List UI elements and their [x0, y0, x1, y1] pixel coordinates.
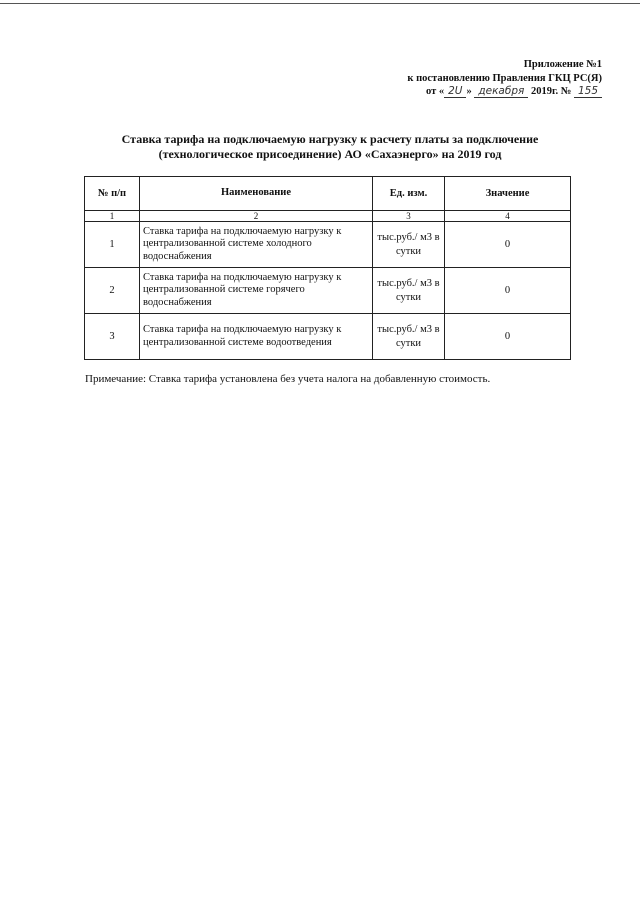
date-year: 2019г. №	[530, 86, 572, 97]
tariff-table	[84, 176, 571, 360]
column-number-row	[85, 211, 571, 222]
column-number: 1	[85, 211, 140, 222]
row-number: 1	[85, 222, 140, 268]
column-number: 4	[445, 211, 571, 222]
row-unit: тыс.руб./ м3 в сутки	[373, 314, 445, 360]
title-line-2: (технологическое присоединение) АО «Сахаэнерго» на 2019 год	[158, 147, 502, 161]
table-row	[85, 222, 571, 268]
header-unit: Ед. изм.	[373, 177, 445, 211]
footnote: Примечание: Ставка тарифа установлена без учета налога на добавленную стоимость.	[85, 373, 491, 385]
row-name: Ставка тарифа на подключаемую нагрузку к централизованной системе холодного водоснабжения	[140, 222, 373, 268]
page-top-border	[0, 3, 640, 4]
document-title	[60, 132, 600, 162]
resolution-label: к постановлению Правления ГКЦ РС(Я)	[407, 72, 602, 84]
date-day: 2U	[444, 85, 466, 98]
row-unit: тыс.руб./ м3 в сутки	[373, 222, 445, 268]
appendix-header	[407, 58, 602, 99]
row-name: Ставка тарифа на подключаемую нагрузку к централизованной системе горячего водоснабжения	[140, 268, 373, 314]
header-name: Наименование	[140, 177, 373, 211]
row-value: 0	[445, 268, 571, 314]
table-header-row	[85, 177, 571, 211]
column-number: 2	[140, 211, 373, 222]
appendix-label: Приложение №1	[523, 59, 602, 70]
column-number: 3	[373, 211, 445, 222]
table-row	[85, 268, 571, 314]
date-prefix: от «	[425, 86, 445, 97]
resolution-number: 155	[574, 85, 602, 98]
row-number: 3	[85, 314, 140, 360]
row-value: 0	[445, 222, 571, 268]
row-unit: тыс.руб./ м3 в сутки	[373, 268, 445, 314]
row-number: 2	[85, 268, 140, 314]
title-line-1: Ставка тарифа на подключаемую нагрузку к расчету платы за подключение	[121, 132, 539, 146]
resolution-date-line	[407, 85, 602, 99]
date-month: декабря	[474, 85, 528, 98]
header-value: Значение	[445, 177, 571, 211]
row-value: 0	[445, 314, 571, 360]
date-mid: »	[466, 86, 472, 97]
header-number: № п/п	[85, 177, 140, 211]
table-row	[85, 314, 571, 360]
row-name: Ставка тарифа на подключаемую нагрузку к централизованной системе водоотведения	[140, 314, 373, 360]
